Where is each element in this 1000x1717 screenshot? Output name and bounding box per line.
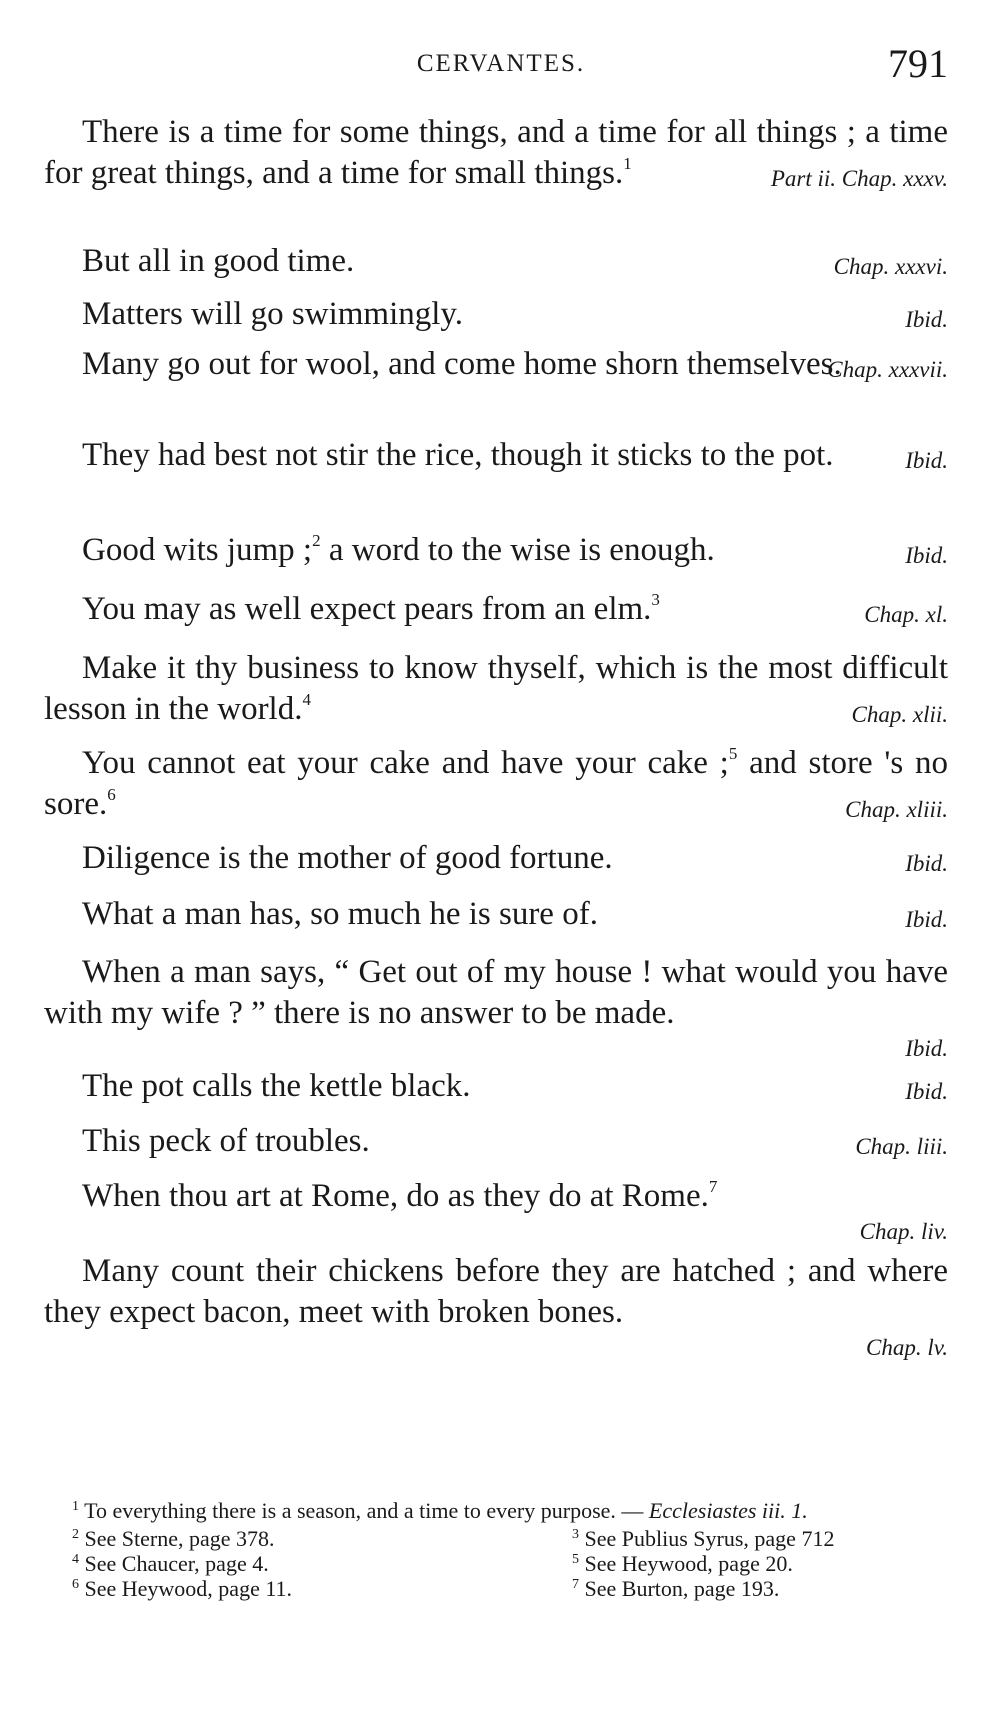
citation: Chap. xlii. — [851, 702, 948, 727]
quotation-text: Diligence is the mother of good fortune. — [82, 840, 613, 876]
quotation — [44, 530, 948, 571]
footnote-marker: 5 — [728, 744, 738, 763]
footnote-marker: 1 — [623, 154, 632, 173]
running-title: CERVANTES. — [416, 50, 586, 77]
footnote-marker: 4 — [302, 690, 311, 709]
quotation — [44, 648, 948, 730]
footnote-marker: 6 — [107, 785, 116, 804]
quotation-text: You may as well expect pears from an elm.$^3$ — [82, 590, 660, 627]
page-number: 791 — [888, 41, 948, 86]
citation: Ibid. — [905, 907, 948, 932]
quotation-text: Good wits jump ;$^2$ a word to the wise is enough. — [82, 531, 715, 568]
footnote-3: $^3$ See Publius Syrus, page 712 — [572, 1526, 835, 1551]
quotation-text: Matters will go swimmingly. — [82, 296, 464, 332]
quotation-text: Make it thy business to know thyself, which is the most difficult lesson in the world.$^4$ — [44, 650, 948, 727]
citation: Ibid. — [905, 1036, 948, 1061]
quotation-text: What a man has, so much he is sure of. — [82, 896, 598, 932]
quotation — [44, 112, 948, 194]
quotation — [44, 435, 948, 476]
citation: Ibid. — [905, 307, 948, 332]
quotation — [44, 1176, 948, 1245]
page-header — [44, 40, 948, 84]
footnote-1: $^1$ To everything there is a season, and a time to every purpose. — Ecclesiastes iii. 1. — [72, 1498, 808, 1523]
quotation — [44, 589, 948, 630]
quotation-text: Many go out for wool, and come home shorn themselves. — [82, 346, 842, 382]
citation: Chap. xl. — [864, 602, 948, 627]
footnote-7: $^7$ See Burton, page 193. — [572, 1576, 780, 1601]
citation: Ibid. — [905, 1079, 948, 1104]
citation: Chap. lv. — [866, 1335, 948, 1360]
footnote-6: $^6$ See Heywood, page 11. — [72, 1576, 293, 1601]
citation: Ibid. — [905, 448, 948, 473]
quotation-text: When a man says, “ Get out of my house ! what would you have with my wife ? ” there is no answer to be made. — [44, 954, 948, 1031]
citation: Chap. xxxvii. — [827, 357, 948, 382]
citation: Ibid. — [905, 543, 948, 568]
quotation — [44, 838, 948, 879]
footnote-marker: 2 — [312, 531, 321, 550]
quotation-text: There is a time for some things, and a time for all things ; a time for great things, and a time for small things.$^1$ — [44, 114, 948, 191]
quotation — [44, 952, 948, 1062]
quotation — [44, 1251, 948, 1361]
footnote-2: $^2$ See Sterne, page 378. — [72, 1526, 275, 1551]
quotation — [44, 1066, 948, 1107]
citation: Chap. liii. — [855, 1134, 948, 1159]
footnote-5: $^5$ See Heywood, page 20. — [572, 1551, 793, 1576]
citation: Part ii. Chap. xxxv. — [770, 166, 948, 191]
quotation — [44, 241, 948, 282]
quotation-text: You cannot eat your cake and have your cake ;$^5$ and store 's no sore.$^6$ — [44, 744, 948, 822]
citation: Ibid. — [905, 851, 948, 876]
quotation — [44, 894, 948, 935]
quotation — [44, 294, 948, 335]
quotation — [44, 1121, 948, 1162]
footnote-marker: 3 — [651, 590, 660, 609]
quotation-text: But all in good time. — [82, 243, 355, 279]
quotation-text: This peck of troubles. — [82, 1123, 370, 1159]
citation: Chap. liv. — [859, 1219, 948, 1244]
footnote-4: $^4$ See Chaucer, page 4. — [72, 1551, 269, 1576]
citation: Chap. xliii. — [845, 797, 948, 822]
footnote-marker: 7 — [708, 1177, 718, 1196]
quotation-text: The pot calls the kettle black. — [82, 1068, 471, 1104]
quotation-text: When thou art at Rome, do as they do at Rome.$^7$ — [82, 1177, 718, 1214]
quotation — [44, 344, 948, 385]
quotation — [44, 743, 948, 825]
quotation-text: Many count their chickens before they are hatched ; and where they expect bacon, meet with broken bones. — [44, 1253, 948, 1330]
footnotes — [44, 1498, 948, 1601]
quotation-text: They had best not stir the rice, though it sticks to the pot. — [82, 437, 834, 473]
citation: Chap. xxxvi. — [833, 254, 948, 279]
